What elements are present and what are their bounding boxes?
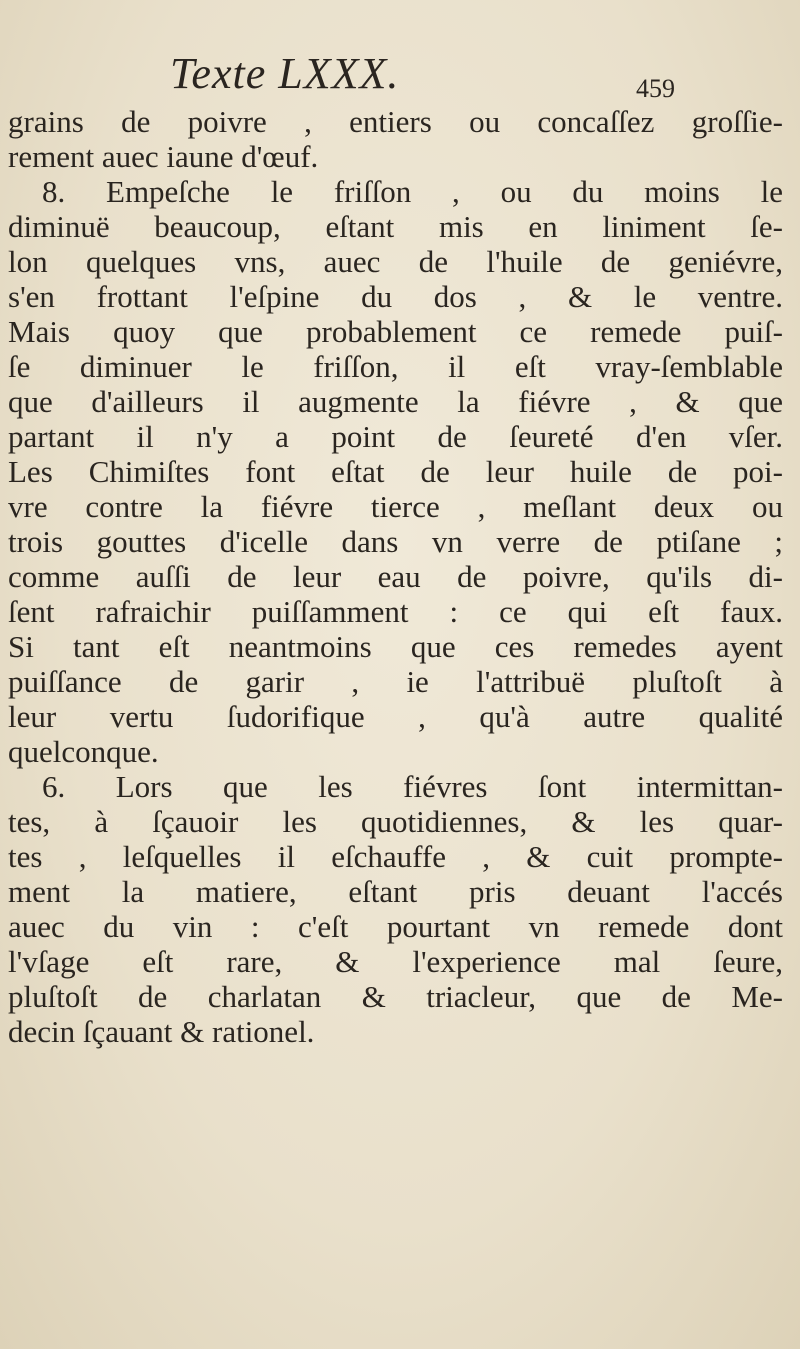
text-line: grains de poivre , entiers ou concaſſez groſſie- <box>8 104 783 139</box>
text-line: decin ſçauant & rationel. <box>8 1014 315 1049</box>
text-line: Les Chimiſtes font eſtat de leur huile de poi- <box>8 454 783 489</box>
text-line: vre contre la fiévre tierce , meſlant deux ou <box>8 489 783 524</box>
text-line: quelconque. <box>8 734 159 769</box>
text-line: l'vſage eſt rare, & l'experience mal ſeure, <box>8 944 783 979</box>
text-line: 6. Lors que les fiévres ſont intermittan- <box>42 769 783 804</box>
text-line: tes, à ſçauoir les quotidiennes, & les quar- <box>8 804 783 839</box>
page-header <box>0 40 800 103</box>
text-line: s'en frottant l'eſpine du dos , & le ventre. <box>8 279 783 314</box>
text-line: Mais quoy que probablement ce remede puiſ- <box>8 314 783 349</box>
text-line: ſe diminuer le friſſon, il eſt vray-ſemblable <box>8 349 783 384</box>
text-line: leur vertu ſudorifique , qu'à autre qualité <box>8 699 783 734</box>
text-line: lon quelques vns, auec de l'huile de geniévre, <box>8 244 783 279</box>
text-line: Si tant eſt neantmoins que ces remedes ayent <box>8 629 783 664</box>
running-head: Texte LXXX. <box>170 49 400 98</box>
page-number: 459 <box>636 74 675 103</box>
text-line: puiſſance de garir , ie l'attribuë pluſtoſt à <box>8 664 783 699</box>
text-line: comme auſſi de leur eau de poivre, qu'ils di- <box>8 559 783 594</box>
text-line: ſent rafraichir puiſſamment : ce qui eſt faux. <box>8 594 783 629</box>
text-line: pluſtoſt de charlatan & triacleur, que de Me- <box>8 979 783 1014</box>
text-line: auec du vin : c'eſt pourtant vn remede dont <box>8 909 783 944</box>
text-line: rement auec iaune d'œuf. <box>8 139 319 174</box>
text-line: diminuë beaucoup, eſtant mis en liniment ſe- <box>8 209 783 244</box>
text-line: trois gouttes d'icelle dans vn verre de ptiſane ; <box>8 524 783 559</box>
text-line: 8. Empeſche le friſſon , ou du moins le <box>42 174 783 209</box>
text-line: que d'ailleurs il augmente la fiévre , & que <box>8 384 783 419</box>
text-line: tes , leſquelles il eſchauffe , & cuit prompte- <box>8 839 783 874</box>
text-line: partant il n'y a point de ſeureté d'en vſer. <box>8 419 783 454</box>
text-line: ment la matiere, eſtant pris deuant l'accés <box>8 874 783 909</box>
body-text <box>8 104 783 1049</box>
